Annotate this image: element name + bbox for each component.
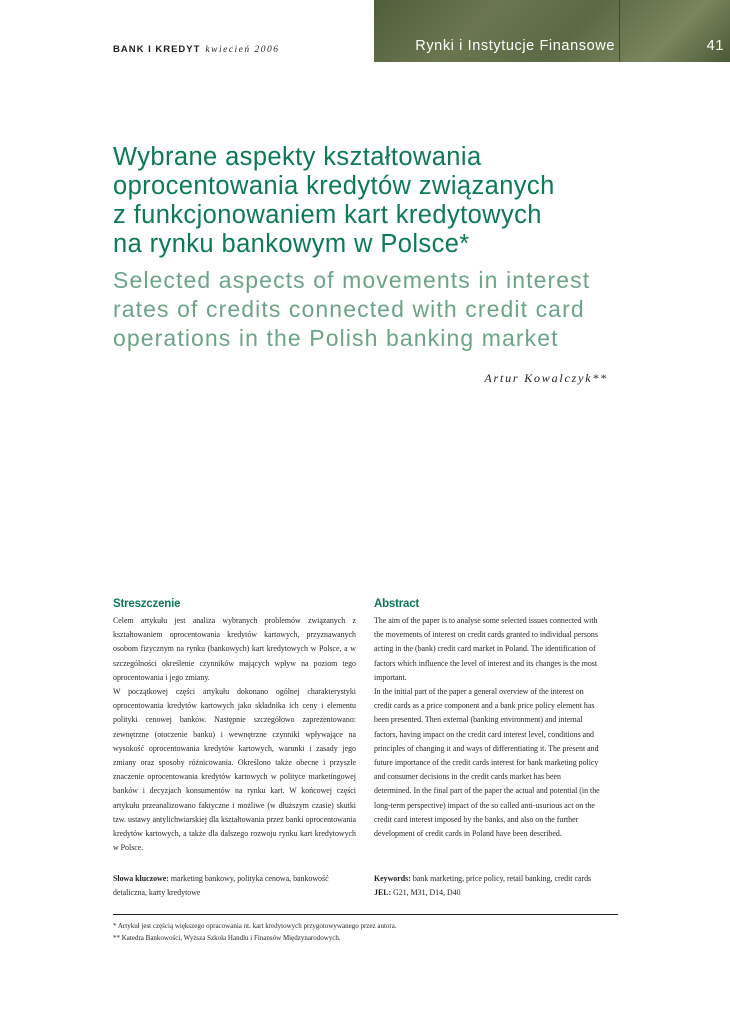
abstract-line: development of credit cards in Poland have been described.: [374, 829, 562, 839]
abstract-paragraph: Celem artykułu jest analiza wybranych problemów związanych z kształtowaniem oprocentowania kredytów kartowych, przyznawanych osobom fizycznym na rynku (bankowych) kart kredytowych w Polsce, a w szczególności określenie czynników mających wpływ na poziom tego oprocentowania i jego zmiany.: [113, 616, 356, 682]
abstract-english-heading: Abstract: [374, 598, 420, 610]
footnotes: [113, 920, 618, 944]
keywords-polish: [113, 872, 356, 900]
abstract-line: factors which influence the level of interest and its changes is the most: [374, 658, 598, 668]
abstract-paragraph: W początkowej części artykułu dokonano ogólnej charakterystyki oprocentowania kredytów kartowych jako składnika ich ceny i elementu polityki cenowej banków. Następnie szczegółowo zaprezentowano: zewnętrzne (otoczenie banku) i wewnętrzne czynniki wpływające na wysokość oprocentowania kredytów kartowych, warunki i zasady jego zmiany oraz sposoby różnicowania. Określono także obecne i przyszłe znaczenie oprocentowania kredytów kartowych w polityce marketingowej banków i decyzjach konsumentów na rynku kart. W końcowej części artykułu przeanalizowano faktyczne i możliwe (w dłuższym czasie) skutki tzw. ustawy antylichwiarskiej dla kształtowania przez banki oprocentowania kredytów kartowych, a także dla dalszego rozwoju rynku kart kredytowych w Polsce.: [113, 687, 356, 853]
abstract-line: In the initial part of the paper a general overview of the interest on: [374, 687, 584, 697]
footnote: ** Katedra Bankowości, Wyższa Szkoła Handlu i Finansów Międzynarodowych.: [113, 934, 341, 942]
article-title-english: [113, 266, 713, 353]
subtitle-line: operations in the Polish banking market: [113, 325, 559, 351]
running-header: [113, 44, 280, 55]
abstract-english: [374, 598, 617, 841]
abstract-line: and consumer decisions in the credit cards market has been: [374, 772, 561, 782]
section-header-band: [374, 0, 730, 62]
abstract-line: factors, having impact on the credit card interest level, conditions and: [374, 729, 594, 739]
subtitle-line: rates of credits connected with credit card: [113, 296, 585, 322]
footnote: * Artykuł jest częścią większego opracowania nt. kart kredytowych przygotowywanego przez autora.: [113, 922, 397, 930]
abstract-line: important.: [374, 672, 407, 682]
keywords-label: Keywords:: [374, 874, 411, 883]
footnote-divider: [113, 914, 618, 915]
keywords-text: bank marketing, price policy, retail banking, credit cards: [412, 874, 592, 883]
abstract-line: credit card interest imposed by the banks, and also on the further: [374, 814, 579, 824]
journal-issue: kwiecień 2006: [205, 45, 280, 55]
article-title-polish: [113, 143, 713, 259]
abstract-line: the movements of interest on credit cards granted to individual persons: [374, 630, 598, 640]
journal-name: BANK I KREDYT: [113, 44, 201, 55]
abstract-line: The aim of the paper is to analyse some selected issues connected with: [374, 616, 598, 625]
subtitle-line: Selected aspects of movements in interest: [113, 267, 591, 293]
keywords-english: [374, 872, 617, 900]
abstract-line: acting in the (bank) credit card market in Poland. The identification of: [374, 644, 596, 654]
jel-label: JEL:: [374, 888, 392, 898]
author-name: Artur Kowalczyk**: [484, 371, 608, 385]
title-line: oprocentowania kredytów związanych: [113, 172, 555, 200]
jel-codes: G21, M31, D14, D40: [393, 888, 461, 898]
abstract-line: determined. In the final part of the paper the actual and potential (in the: [374, 786, 600, 796]
keywords-text: marketing bankowy, polityka cenowa, bankowość detaliczna, karty kredytowe: [113, 874, 329, 898]
title-line: z funkcjonowaniem kart kredytowych: [113, 201, 542, 229]
section-title: Rynki i Instytucje Finansowe: [415, 38, 615, 54]
abstract-polish-heading: Streszczenie: [113, 598, 181, 610]
abstract-line: long-term perspective) impact of the so called anti-usurious act on the: [374, 800, 595, 810]
abstract-polish: [113, 598, 356, 855]
header-divider: [619, 0, 620, 62]
abstract-line: been presented. Then external (banking environment) and internal: [374, 715, 583, 725]
abstract-line: future importance of the credit cards interest for bank marketing policy: [374, 758, 599, 768]
abstract-line: principles of changing it and ways of differentiating it. The present and: [374, 743, 599, 753]
keywords-label: Słowa kluczowe:: [113, 874, 169, 883]
abstract-line: credit cards as a price component and a bank price policy element has: [374, 701, 595, 711]
page-number: 41: [706, 38, 724, 54]
title-line: Wybrane aspekty kształtowania: [113, 143, 482, 171]
title-line: na rynku bankowym w Polsce*: [113, 230, 470, 258]
